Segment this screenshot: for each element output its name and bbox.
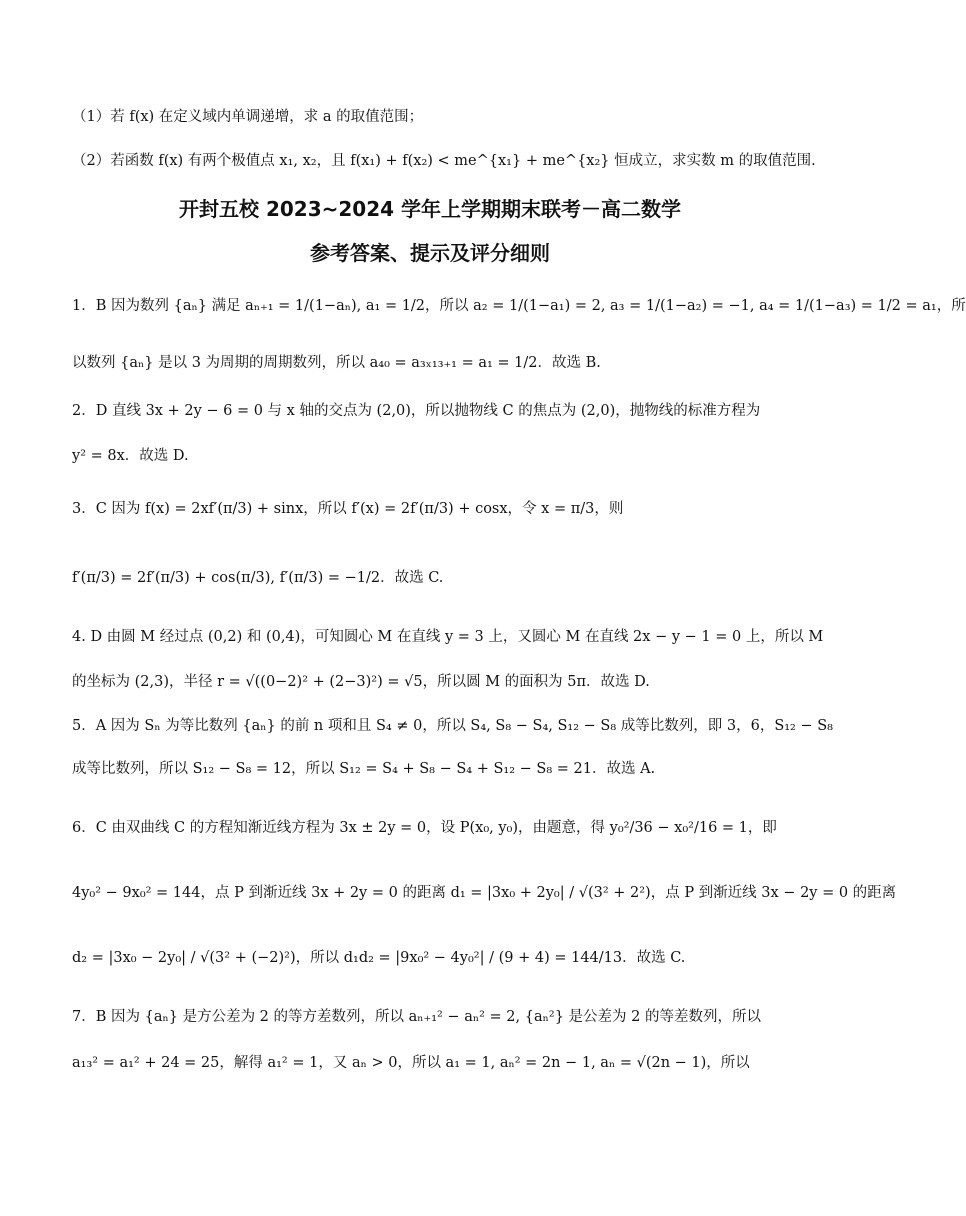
- answer-3-line-1: 3．C 因为 f(x) = 2xf′(π/3) + sinx，所以 f′(x) = 2f′(π/3) + cosx，令 x = π/3，则: [72, 501, 624, 517]
- answer-4-line-2: 的坐标为 (2,3)，半径 r = √((0−2)² + (2−3)²) = √5，所以圆 M 的面积为 5π．故选 D.: [72, 674, 650, 690]
- answer-7-line-2: a₁₃² = a₁² + 24 = 25，解得 a₁² = 1，又 aₙ > 0，所以 a₁ = 1, aₙ² = 2n − 1, aₙ = √(2n − 1)，所以: [72, 1055, 750, 1071]
- answer-4-line-1: 4. D 由圆 M 经过点 (0,2) 和 (0,4)，可知圆心 M 在直线 y = 3 上，又圆心 M 在直线 2x − y − 1 = 0 上，所以 M: [72, 629, 824, 645]
- answer-1-line-1: 1．B 因为数列 {aₙ} 满足 aₙ₊₁ = 1/(1−aₙ), a₁ = 1/2，所以 a₂ = 1/(1−a₁) = 2, a₃ = 1/(1−a₂) = −1, a₄ = 1/(1−a₃) = 1/2 = a₁，所: [72, 298, 966, 314]
- answer-2-line-1: 2．D 直线 3x + 2y − 6 = 0 与 x 轴的交点为 (2,0)，所以抛物线 C 的焦点为 (2,0)，抛物线的标准方程为: [72, 403, 761, 419]
- answer-3-line-2: f′(π/3) = 2f′(π/3) + cos(π/3), f′(π/3) = −1/2．故选 C.: [72, 570, 444, 586]
- answer-6-line-3: d₂ = |3x₀ − 2y₀| / √(3² + (−2)²)，所以 d₁d₂ = |9x₀² − 4y₀²| / (9 + 4) = 144/13．故选 C.: [72, 950, 686, 966]
- answer-7-line-1: 7．B 因为 {aₙ} 是方公差为 2 的等方差数列，所以 aₙ₊₁² − aₙ² = 2, {aₙ²} 是公差为 2 的等差数列，所以: [72, 1009, 761, 1025]
- answer-2-line-2: y² = 8x．故选 D.: [72, 448, 189, 464]
- answer-1-line-2: 以数列 {aₙ} 是以 3 为周期的周期数列，所以 a₄₀ = a₃ₓ₁₃₊₁ = a₁ = 1/2．故选 B.: [72, 355, 601, 371]
- question-part-2: （2）若函数 f(x) 有两个极值点 x₁, x₂，且 f(x₁) + f(x₂) < me^{x₁} + me^{x₂} 恒成立，求实数 m 的取值范围.: [72, 153, 816, 169]
- answer-6-line-2: 4y₀² − 9x₀² = 144，点 P 到渐近线 3x + 2y = 0 的距离 d₁ = |3x₀ + 2y₀| / √(3² + 2²)，点 P 到渐近线 3x − 2y = 0 的距离: [72, 885, 897, 901]
- document-subtitle: 参考答案、提示及评分细则: [310, 241, 550, 265]
- question-part-1: （1）若 f(x) 在定义域内单调递增，求 a 的取值范围；: [72, 109, 424, 125]
- answer-5-line-2: 成等比数列，所以 S₁₂ − S₈ = 12，所以 S₁₂ = S₄ + S₈ − S₄ + S₁₂ − S₈ = 21．故选 A.: [72, 761, 656, 777]
- document-title: 开封五校 2023~2024 学年上学期期末联考－高二数学: [178, 197, 681, 221]
- answer-5-line-1: 5．A 因为 Sₙ 为等比数列 {aₙ} 的前 n 项和且 S₄ ≠ 0，所以 S₄, S₈ − S₄, S₁₂ − S₈ 成等比数列，即 3，6，S₁₂ − S₈: [72, 718, 833, 734]
- answer-6-line-1: 6．C 由双曲线 C 的方程知渐近线方程为 3x ± 2y = 0，设 P(x₀, y₀)，由题意，得 y₀²/36 − x₀²/16 = 1，即: [72, 820, 777, 836]
